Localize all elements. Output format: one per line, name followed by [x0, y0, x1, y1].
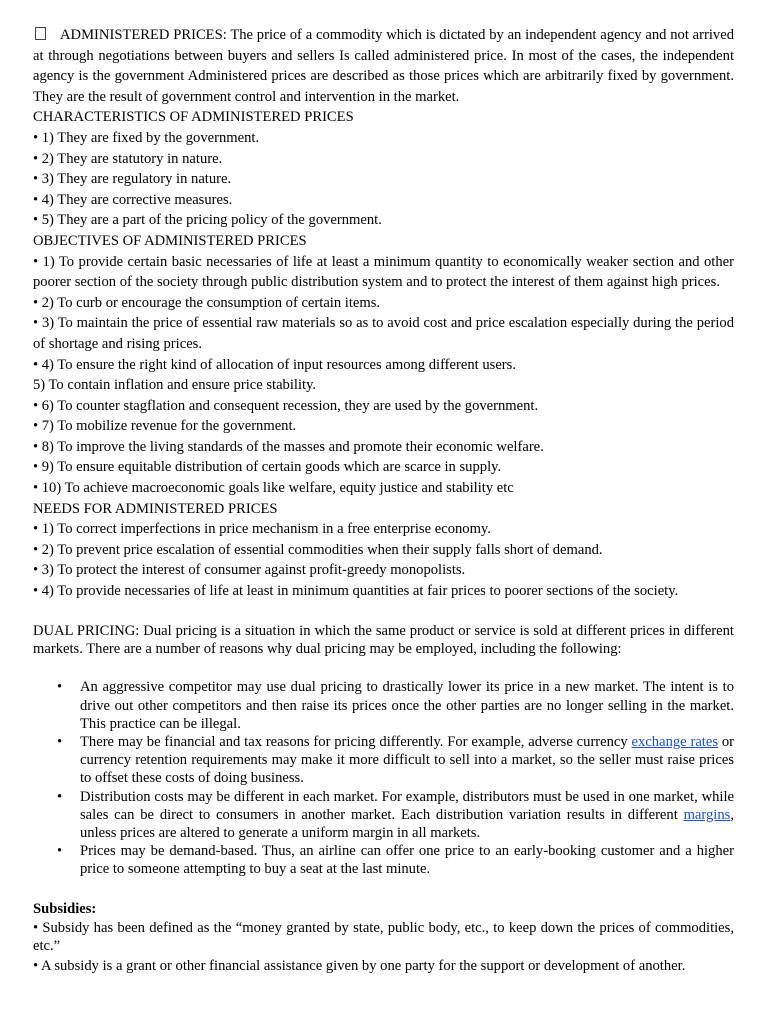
list-item [33, 788, 734, 843]
bullet-icon: • [57, 679, 63, 696]
spacer [33, 602, 734, 622]
objective-item: • 7) To mobilize revenue for the government. [33, 418, 297, 435]
objective-item: • 1) To provide certain basic necessaries of life at least a minimum quantity to economically weaker section and other poorer section of the society through public distribution system and to protect the interest of them against high prices. [33, 253, 734, 291]
need-item: • 3) To protect the interest of consumer against profit-greedy monopolists. [33, 562, 466, 579]
need-item: • 2) To prevent price escalation of essential commodities when their supply falls short of demand. [33, 541, 603, 558]
characteristic-item: • 1) They are fixed by the government. [33, 129, 260, 146]
reason-text: There may be financial and tax reasons for pricing differently. For example, adverse currency [80, 734, 632, 751]
missing-glyph-icon [35, 27, 46, 40]
objective-item: 5) To contain inflation and ensure price stability. [33, 377, 317, 394]
objective-item: • 9) To ensure equitable distribution of certain goods which are scarce in supply. [33, 459, 502, 476]
objectives-heading: OBJECTIVES OF ADMINISTERED PRICES [33, 232, 307, 249]
reason-text: An aggressive competitor may use dual pricing to drastically lower its price in a new market. The intent is to drive out other competitors and then raise its prices once the other parties are no longer selling in the market. This practice can be illegal. [80, 679, 734, 732]
dual-pricing-reasons-list [33, 678, 734, 878]
bullet-icon: • [57, 843, 63, 860]
bullet-icon: • [57, 788, 63, 805]
characteristic-item: • 3) They are regulatory in nature. [33, 171, 232, 188]
objective-item: • 3) To maintain the price of essential raw materials so as to avoid cost and price escalation especially during the period of shortage and rising prices. [33, 315, 734, 352]
administered-intro-text: The price of a commodity which is dictated by an independent agency and not arrived at through negotiations between buyers and sellers Is called administered price. In most of the cases, the independent agency is the government Administered prices are described as those prices which are arbitrarily fixed by government. They are the result of government control and intervention in the market. [33, 27, 734, 105]
characteristic-item: • 2) They are statutory in nature. [33, 150, 223, 167]
objective-item: • 10) To achieve macroeconomic goals like welfare, equity justice and stability etc [33, 480, 514, 497]
bullet-icon: • [57, 734, 63, 751]
subsidy-description: • A subsidy is a grant or other financial assistance given by one party for the support or development of another. [33, 957, 686, 974]
administered-intro [33, 25, 734, 107]
spacer [33, 879, 734, 899]
objective-item: • 2) To curb or encourage the consumption of certain items. [33, 294, 381, 311]
list-item [33, 678, 734, 733]
characteristic-item: • 4) They are corrective measures. [33, 191, 233, 208]
characteristics-heading: CHARACTERISTICS OF ADMINISTERED PRICES [33, 109, 354, 126]
document-page [33, 25, 734, 976]
exchange-rates-link[interactable]: exchange rates [631, 734, 719, 751]
need-item: • 4) To provide necessaries of life at least in minimum quantities at fair prices to poorer sections of the society. [33, 583, 679, 600]
reason-text: or currency retention requirements may make it more difficult to sell into a market, so the seller must raise prices to offset these costs of doing business. [80, 734, 735, 787]
reason-text: , unless prices are altered to generate a uniform margin in all markets. [80, 806, 734, 842]
reason-text: Distribution costs may be different in each market. For example, distributors must be used in one market, while sales can be direct to consumers in another market. Each distribution variation results in different [80, 788, 734, 823]
objective-item: • 6) To counter stagflation and consequent recession, they are used by the government. [33, 397, 539, 414]
objective-item: • 4) To ensure the right kind of allocation of input resources among different users. [33, 356, 516, 373]
need-item: • 1) To correct imperfections in price mechanism in a free enterprise economy. [33, 521, 491, 538]
administered-intro-label: ADMINISTERED PRICES: [60, 27, 227, 43]
margins-link[interactable]: margins [683, 806, 731, 823]
subsidies-heading: Subsidies: [33, 900, 97, 917]
objective-item: • 8) To improve the living standards of the masses and promote their economic welfare. [33, 438, 544, 455]
reason-text: Prices may be demand-based. Thus, an airline can offer one price to an early-booking customer and a higher price to someone attempting to buy a seat at the last minute. [80, 843, 734, 878]
spacer [33, 658, 734, 678]
needs-heading: NEEDS FOR ADMINISTERED PRICES [33, 500, 278, 517]
characteristic-item: • 5) They are a part of the pricing policy of the government. [33, 212, 382, 229]
dual-pricing-intro: DUAL PRICING: Dual pricing is a situation in which the same product or service is sold at different prices in different markets. There are a number of reasons why dual pricing may be employed, including the following: [33, 622, 734, 658]
list-item [33, 733, 734, 788]
list-item [33, 842, 734, 878]
subsidy-definition: • Subsidy has been defined as the “money granted by state, public body, etc., to keep down the prices of commodities, etc.” [33, 920, 734, 955]
